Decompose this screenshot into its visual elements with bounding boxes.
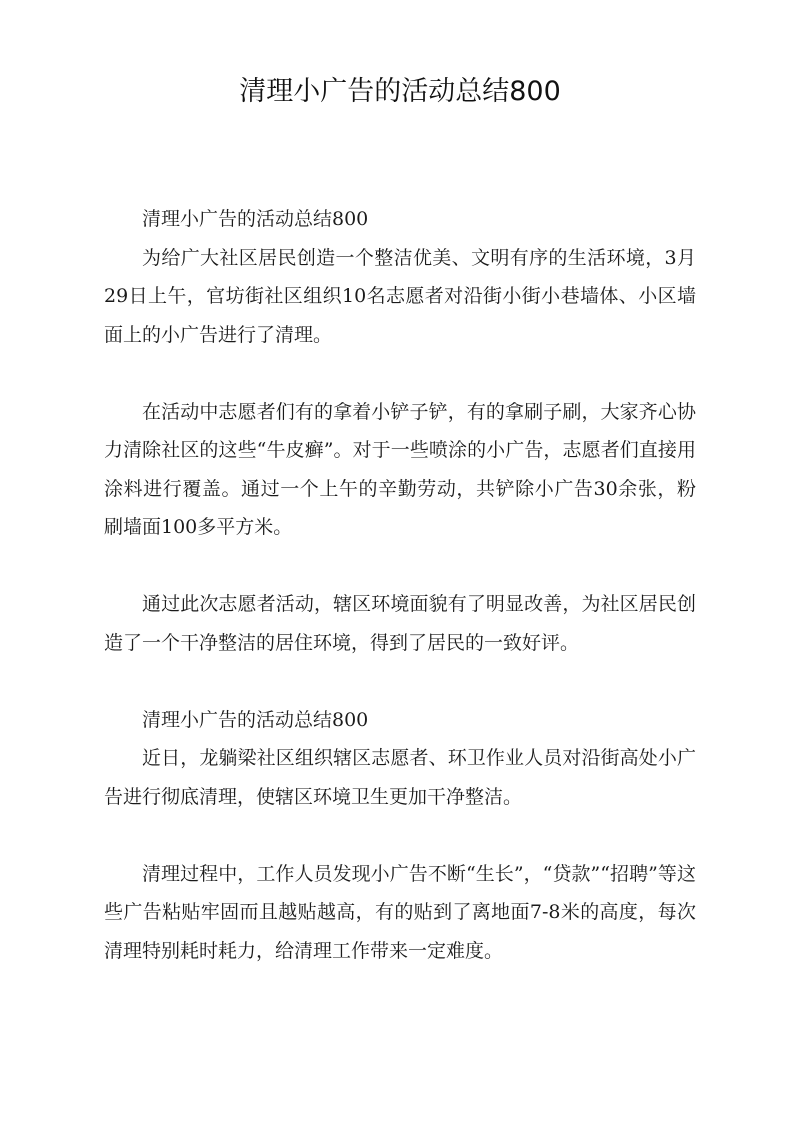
- document-body: [104, 200, 696, 970]
- section-2-paragraph-1: 近日，龙躺梁社区组织辖区志愿者、环卫作业人员对沿街高处小广告进行彻底清理，使辖区环境卫生更加干净整洁。: [104, 747, 696, 808]
- paragraph-spacer: [104, 547, 696, 586]
- section-1-heading: 清理小广告的活动总结800: [142, 208, 369, 230]
- section-1-paragraph-1: 为给广大社区居民创造一个整洁优美、文明有序的生活环境，3月29日上午，官坊街社区组织10名志愿者对沿街小街小巷墙体、小区墙面上的小广告进行了清理。: [104, 246, 696, 346]
- section-1-paragraph-3: 通过此次志愿者活动，辖区环境面貌有了明显改善，为社区居民创造了一个干净整洁的居住环境，得到了居民的一致好评。: [104, 593, 696, 654]
- paragraph-spacer: [104, 354, 696, 393]
- section-1-paragraph-2: 在活动中志愿者们有的拿着小铲子铲，有的拿刷子刷，大家齐心协力清除社区的这些“牛皮癣”。对于一些喷涂的小广告，志愿者们直接用涂料进行覆盖。通过一个上午的辛勤劳动，共铲除小广告30余张，粉刷墙面100多平方米。: [104, 400, 696, 538]
- paragraph-spacer: [104, 662, 696, 701]
- section-2-paragraph-2: 清理过程中，工作人员发现小广告不断“生长”，“贷款”“招聘”等这些广告粘贴牢固而且越贴越高，有的贴到了离地面7-8米的高度，每次清理特别耗时耗力，给清理工作带来一定难度。: [104, 862, 696, 962]
- document-title: 清理小广告的活动总结800: [239, 76, 561, 107]
- section-2-heading: 清理小广告的活动总结800: [142, 708, 369, 731]
- paragraph-spacer: [104, 816, 696, 855]
